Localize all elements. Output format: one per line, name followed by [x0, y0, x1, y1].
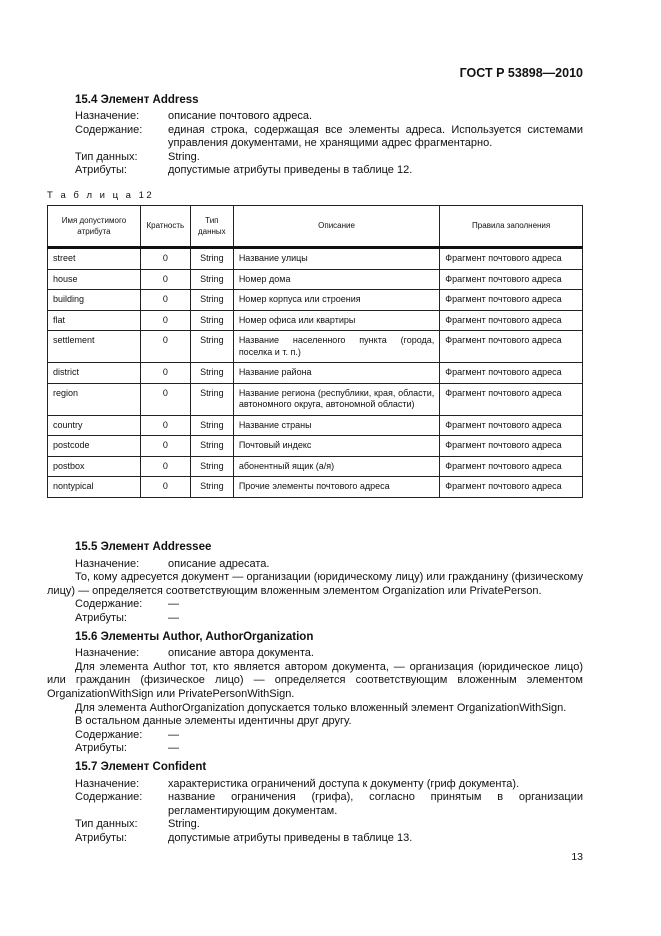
column-header: Имя допустимого атрибута	[48, 206, 141, 248]
table-cell: String	[190, 290, 233, 311]
field-value: String.	[168, 818, 200, 831]
table-cell: Фрагмент почтового адреса	[440, 383, 583, 415]
table-cell: 0	[140, 436, 190, 457]
table-cell: Название улицы	[233, 248, 439, 270]
section-15-4	[75, 94, 583, 178]
field-label: Содержание:	[75, 728, 143, 741]
paragraph: Для элемента AuthorOrganization допускается только вложенный элемент OrganizationWithSign.	[75, 701, 567, 714]
table-cell: postcode	[48, 436, 141, 457]
table-cell: Почтовый индекс	[233, 436, 439, 457]
table-cell: Название населенного пункта (города, поселка и т. п.)	[233, 331, 439, 363]
table-cell: 0	[140, 477, 190, 498]
table-cell: Название региона (республики, края, области, автономного округа, автономной области)	[233, 383, 439, 415]
table-cell: Фрагмент почтового адреса	[440, 415, 583, 436]
field-value: String.	[168, 150, 200, 163]
table-cell: Фрагмент почтового адреса	[440, 310, 583, 331]
table-cell: Номер офиса или квартиры	[233, 310, 439, 331]
table-cell: Фрагмент почтового адреса	[440, 456, 583, 477]
table-cell: Название района	[233, 363, 439, 384]
table-cell: 0	[140, 290, 190, 311]
table-cell: country	[48, 415, 141, 436]
table-cell: 0	[140, 383, 190, 415]
section-title: 15.7 Элемент Confident	[75, 760, 207, 773]
column-header: Кратность	[140, 206, 190, 248]
table-cell: house	[48, 269, 141, 290]
document-header: ГОСТ Р 53898—2010	[459, 66, 583, 80]
table-row	[48, 477, 583, 498]
table-cell: 0	[140, 456, 190, 477]
field-value: —	[168, 742, 179, 755]
field-label: Содержание:	[75, 598, 143, 611]
table-cell: settlement	[48, 331, 141, 363]
table-caption: Т а б л и ц а 12	[47, 190, 155, 201]
table-row	[48, 363, 583, 384]
table-cell: Фрагмент почтового адреса	[440, 477, 583, 498]
field-label: Атрибуты:	[75, 831, 127, 844]
field-label: Тип данных:	[75, 150, 138, 163]
table-row	[48, 415, 583, 436]
table-cell: Номер дома	[233, 269, 439, 290]
paragraph: То, кому адресуется документ — организации (юридическому лицу) или гражданину (физическому лицу) — определяется соответствующим вложенным элементом Organization или PrivatePerson.	[47, 571, 583, 597]
field-label: Содержание:	[75, 791, 143, 804]
table-cell: flat	[48, 310, 141, 331]
table-cell: абонентный ящик (а/я)	[233, 456, 439, 477]
field-label: Содержание:	[75, 123, 143, 136]
table-cell: Фрагмент почтового адреса	[440, 331, 583, 363]
table-cell: 0	[140, 310, 190, 331]
table-cell: Номер корпуса или строения	[233, 290, 439, 311]
field-label: Назначение:	[75, 647, 140, 660]
field-label: Атрибуты:	[75, 742, 127, 755]
field-value: единая строка, содержащая все элементы адреса. Используется системами управления документами, не хранящими адрес фрагментарно.	[168, 123, 583, 150]
field-label: Назначение:	[75, 110, 140, 122]
field-value: —	[168, 728, 179, 741]
table-cell: Фрагмент почтового адреса	[440, 248, 583, 270]
field-value: —	[168, 598, 179, 611]
field-label: Назначение:	[75, 777, 140, 790]
field-label: Атрибуты:	[75, 164, 127, 177]
table-row	[48, 456, 583, 477]
section-title: 15.6 Элементы Author, AuthorOrganization	[75, 630, 314, 643]
paragraph: В остальном данные элементы идентичны друг другу.	[75, 715, 352, 728]
field-value: описание автора документа.	[168, 647, 314, 660]
section-title: 15.5 Элемент Addressee	[75, 541, 212, 553]
table-cell: String	[190, 436, 233, 457]
table-cell: 0	[140, 363, 190, 384]
table-cell: 0	[140, 331, 190, 363]
table-cell: String	[190, 456, 233, 477]
column-header: Тип данных	[190, 206, 233, 248]
table-cell: String	[190, 310, 233, 331]
table-cell: nontypical	[48, 477, 141, 498]
table-cell: 0	[140, 415, 190, 436]
table-cell: Фрагмент почтового адреса	[440, 290, 583, 311]
paragraph: Для элемента Author тот, кто является автором документа, — организация (юридическое лицо) или гражданин (физическое лицо) — определяется соответствующим вложенным элементом OrganizationWithSign или PrivatePersonWithSign.	[47, 660, 583, 700]
table-row	[48, 290, 583, 311]
table-cell: String	[190, 269, 233, 290]
field-value: допустимые атрибуты приведены в таблице 12.	[168, 164, 413, 177]
field-value: —	[168, 611, 179, 624]
table-cell: street	[48, 248, 141, 270]
table-cell: 0	[140, 248, 190, 270]
table-cell: district	[48, 363, 141, 384]
table-cell: String	[190, 363, 233, 384]
table-row	[48, 436, 583, 457]
table-cell: Фрагмент почтового адреса	[440, 269, 583, 290]
table-cell: String	[190, 415, 233, 436]
page-number: 13	[571, 851, 583, 863]
table-row	[48, 269, 583, 290]
table-row	[48, 383, 583, 415]
field-value: характеристика ограничений доступа к документу (гриф документа).	[168, 777, 520, 790]
attributes-table	[47, 205, 583, 498]
table-row	[48, 310, 583, 331]
field-label: Назначение:	[75, 557, 140, 570]
table-cell: region	[48, 383, 141, 415]
table-cell: String	[190, 477, 233, 498]
table-cell: Фрагмент почтового адреса	[440, 436, 583, 457]
table-cell: postbox	[48, 456, 141, 477]
table-row	[48, 248, 583, 270]
field-value: описание адресата.	[168, 557, 270, 570]
table-cell: Прочие элементы почтового адреса	[233, 477, 439, 498]
field-label: Тип данных:	[75, 818, 138, 831]
table-cell: String	[190, 331, 233, 363]
table-cell: 0	[140, 269, 190, 290]
table-row	[48, 331, 583, 363]
table-cell: Фрагмент почтового адреса	[440, 363, 583, 384]
field-value: название ограничения (грифа), согласно принятым в организации регламентирующим документам.	[168, 791, 583, 817]
field-label: Атрибуты:	[75, 611, 127, 624]
section-15-5	[47, 541, 583, 845]
column-header: Правила заполнения	[440, 206, 583, 248]
column-header: Описание	[233, 206, 439, 248]
section-title: 15.4 Элемент Address	[75, 94, 199, 106]
table-cell: Название страны	[233, 415, 439, 436]
table-cell: String	[190, 383, 233, 415]
table-cell: building	[48, 290, 141, 311]
field-value: описание почтового адреса.	[168, 110, 313, 122]
field-value: допустимые атрибуты приведены в таблице 13.	[168, 831, 413, 844]
table-cell: String	[190, 248, 233, 270]
